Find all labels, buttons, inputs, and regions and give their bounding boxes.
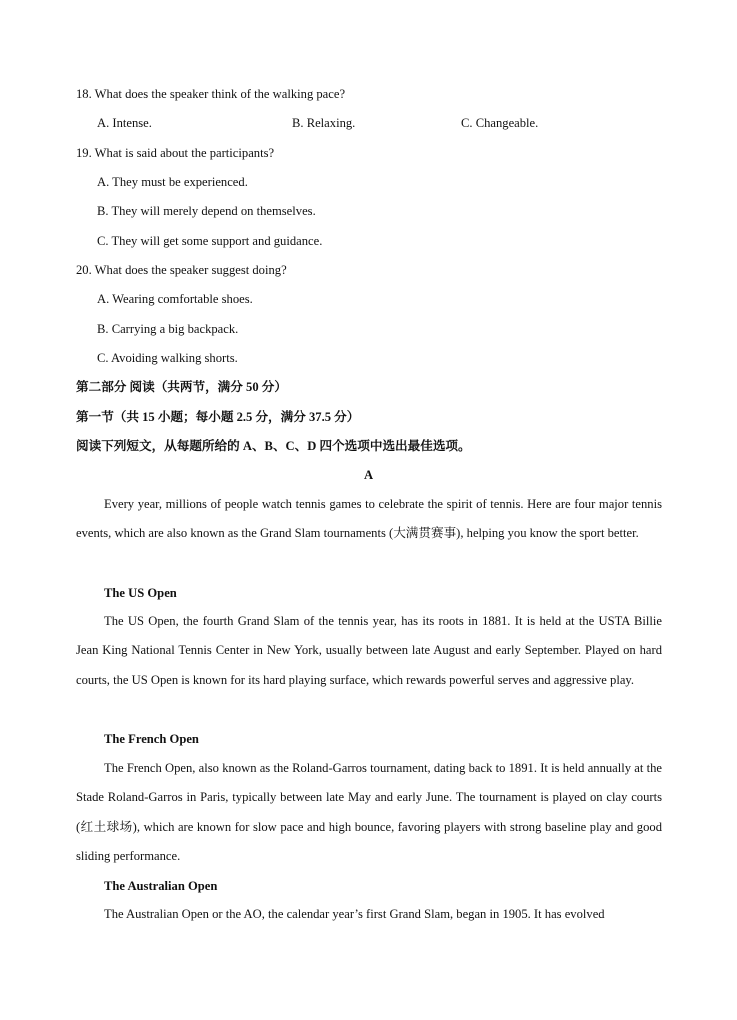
question-20-option-a: A. Wearing comfortable shoes. — [97, 292, 253, 306]
passage-label: A — [363, 468, 374, 482]
section-heading-french-open: The French Open — [104, 732, 199, 746]
passage-intro-text: Every year, millions of people watch tennis games to celebrate the spirit of tennis. Here are four major tennis events, which are also known as the Grand Slam tournaments (大满贯赛事), helping you know the sport better. — [76, 497, 662, 541]
question-18-option-c: C. Changeable. — [461, 116, 539, 130]
section-text-us-open — [76, 607, 662, 695]
part-title: 第二部分 阅读（共两节，满分 50 分） — [76, 380, 287, 394]
section-heading-australian-open: The Australian Open — [104, 879, 218, 893]
section-text-australian-open-body: The Australian Open or the AO, the calendar year’s first Grand Slam, began in 1905. It has evolved — [104, 907, 605, 921]
section-text-french-open — [76, 754, 662, 872]
passage-intro — [76, 490, 662, 549]
question-18-option-a: A. Intense. — [97, 116, 152, 130]
question-20-option-b: B. Carrying a big backpack. — [97, 322, 239, 336]
question-19-stem: 19. What is said about the participants? — [76, 146, 275, 160]
question-20-option-c: C. Avoiding walking shorts. — [97, 351, 238, 365]
section-text-us-open-body: The US Open, the fourth Grand Slam of the tennis year, has its roots in 1881. It is held at the USTA Billie Jean King National Tennis Center in New York, usually between late August and early September. Played on hard courts, the US Open is known for its hard playing surface, which rewards powerful serves and aggressive play. — [76, 614, 662, 687]
section-text-french-open-body: The French Open, also known as the Roland-Garros tournament, dating back to 1891. It is held annually at the Stade Roland-Garros in Paris, typically between late May and early June. The tournament is played on clay courts (红土球场), which are known for slow pace and high bounce, favoring players with strong baseline play and good sliding performance. — [76, 761, 662, 864]
question-19-option-c: C. They will get some support and guidance. — [97, 234, 323, 248]
question-19-option-b: B. They will merely depend on themselves. — [97, 204, 316, 218]
subsection-title: 第一节（共 15 小题；每小题 2.5 分，满分 37.5 分） — [76, 410, 360, 424]
question-20-stem: 20. What does the speaker suggest doing? — [76, 263, 287, 277]
question-18-option-b: B. Relaxing. — [292, 116, 356, 130]
section-heading-us-open: The US Open — [104, 586, 177, 600]
reading-instruction: 阅读下列短文，从每题所给的 A、B、C、D 四个选项中选出最佳选项。 — [76, 439, 471, 453]
question-19-option-a: A. They must be experienced. — [97, 175, 248, 189]
section-text-australian-open — [76, 900, 662, 929]
question-18-stem: 18. What does the speaker think of the walking pace? — [76, 87, 346, 101]
